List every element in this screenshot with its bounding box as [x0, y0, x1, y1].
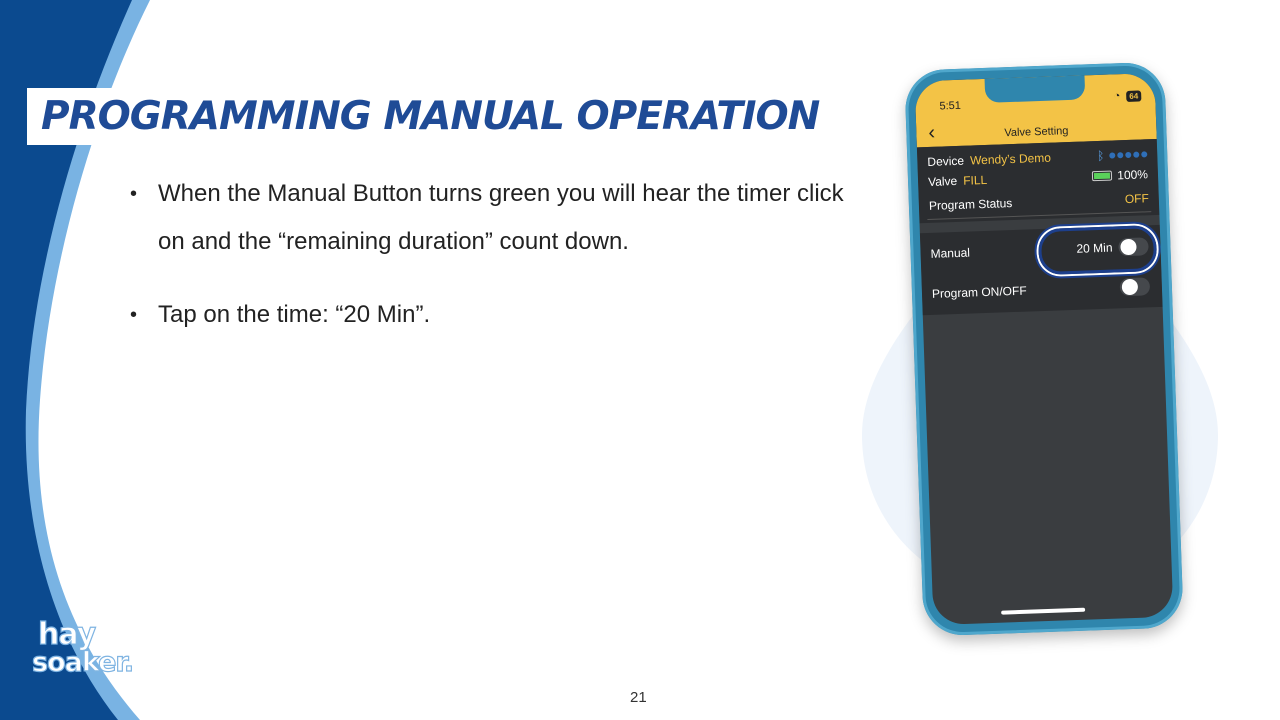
bluetooth-icon: ᛒ: [1096, 148, 1105, 164]
haysoaker-logo: [32, 617, 154, 679]
home-indicator: [1001, 608, 1085, 615]
logo-line-soaker: soaker.: [32, 647, 134, 678]
phone-notch: [985, 75, 1086, 102]
controls-panel: [920, 225, 1163, 315]
status-time: 5:51: [939, 99, 962, 113]
bullet-item: [130, 291, 850, 339]
program-status-label: Program Status: [928, 196, 1013, 213]
device-value: Wendy’s Demo: [969, 150, 1052, 168]
bullet-dot: •: [130, 183, 138, 205]
logo-line-hay: hay: [38, 617, 96, 652]
bullet-text: When the Manual Button turns green you will hear the timer click on and the “remaining duration” count down.: [158, 180, 844, 255]
valve-label: Valve: [927, 173, 958, 189]
manual-time-button[interactable]: 20 Min: [1076, 240, 1113, 256]
bullet-list: [130, 170, 850, 364]
toggle-knob: [1122, 279, 1139, 296]
program-onoff-toggle[interactable]: [1120, 277, 1151, 296]
title-box: [27, 88, 843, 145]
slide-title: PROGRAMMING MANUAL OPERATION: [41, 94, 820, 139]
device-info-panel: [917, 139, 1160, 223]
battery-level-icon: [1092, 171, 1112, 182]
phone-screen: [915, 73, 1174, 625]
valve-value: FILL: [962, 172, 988, 188]
program-status-row: [929, 189, 1149, 215]
program-onoff-row: [931, 271, 1150, 309]
manual-label: Manual: [930, 245, 971, 261]
highlight-circle: [1038, 225, 1158, 275]
page-number: 21: [630, 689, 647, 706]
wifi-icon: ◔: [1113, 90, 1121, 103]
program-status-value: OFF: [1124, 191, 1150, 207]
status-icons: [1113, 89, 1141, 102]
device-label: Device: [927, 153, 965, 169]
connection-indicator: [1097, 147, 1148, 163]
chevron-left-icon[interactable]: ‹: [928, 121, 936, 144]
battery-icon: 64: [1126, 90, 1141, 102]
signal-dots-icon: [1109, 151, 1147, 158]
battery-status: [1092, 167, 1148, 183]
bullet-item: [130, 170, 850, 266]
manual-row: [930, 231, 1149, 269]
screen-title: Valve Setting: [1004, 125, 1069, 140]
battery-percent: 100%: [1117, 167, 1149, 183]
program-onoff-label: Program ON/OFF: [931, 283, 1027, 301]
phone-mockup: [904, 62, 1184, 637]
bullet-dot: •: [130, 304, 138, 326]
bullet-text: Tap on the time: “20 Min”.: [158, 301, 431, 328]
